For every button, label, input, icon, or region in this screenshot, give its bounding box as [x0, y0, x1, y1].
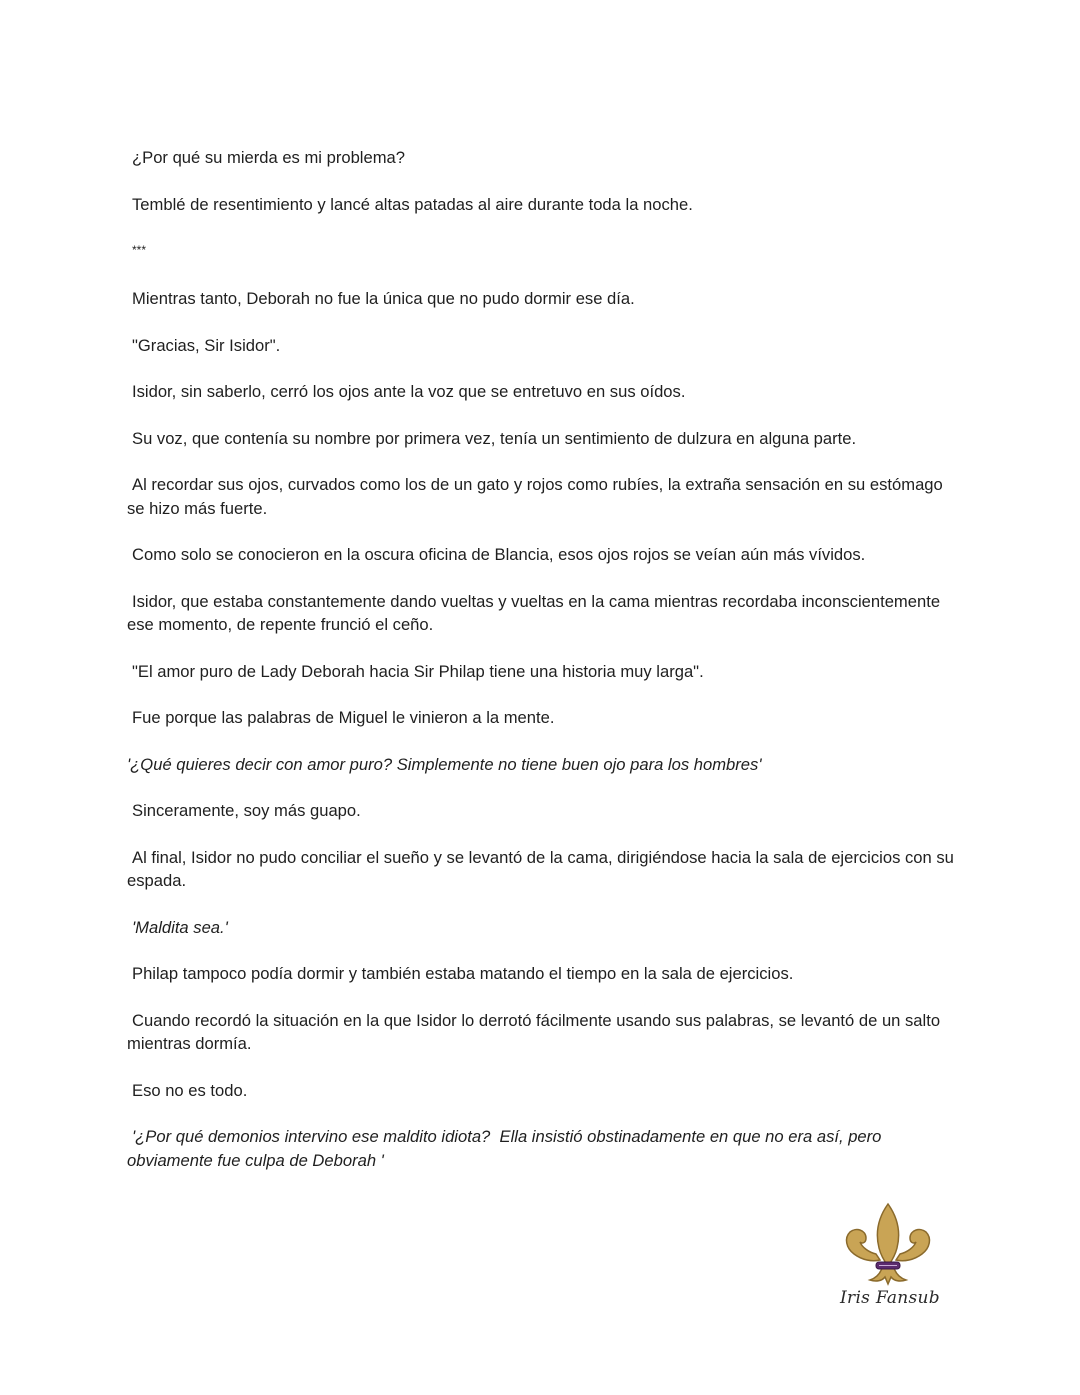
- paragraph: ¿Por qué su mierda es mi problema?: [132, 148, 405, 167]
- paragraph: Isidor, sin saberlo, cerró los ojos ante la voz que se entretuvo en sus oídos.: [132, 382, 686, 401]
- scene-break: ***: [132, 243, 147, 257]
- paragraph: Fue porque las palabras de Miguel le vinieron a la mente.: [132, 708, 555, 727]
- paragraph: "El amor puro de Lady Deborah hacia Sir Philap tiene una historia muy larga".: [132, 661, 704, 681]
- paragraph: "Gracias, Sir Isidor".: [132, 335, 281, 355]
- fleur-de-lis-icon: [838, 1202, 942, 1286]
- paragraph: Isidor, que estaba constantemente dando vueltas y vueltas en la cama mientras recordaba inconscientemente ese momento, de repente frunció el ceño.: [127, 591, 945, 634]
- document-body: [127, 146, 957, 1195]
- paragraph: Eso no es todo.: [132, 1080, 248, 1100]
- paragraph: Al final, Isidor no pudo conciliar el sueño y se levantó de la cama, dirigiéndose hacia la sala de ejercicios con su espada.: [127, 847, 959, 890]
- iris-fansub-logo: [838, 1202, 942, 1320]
- paragraph: Philap tampoco podía dormir y también estaba matando el tiempo en la sala de ejercicios.: [132, 964, 794, 983]
- paragraph: Cuando recordó la situación en la que Isidor lo derrotó fácilmente usando sus palabras, se levantó de un salto mientras dormía.: [127, 1010, 945, 1053]
- paragraph: Su voz, que contenía su nombre por primera vez, tenía un sentimiento de dulzura en alguna parte.: [132, 428, 857, 448]
- paragraph: Al recordar sus ojos, curvados como los de un gato y rojos como rubíes, la extraña sensación en su estómago se hizo más fuerte.: [127, 475, 948, 518]
- paragraph-thought: '¿Por qué demonios intervino ese maldito idiota? Ella insistió obstinadamente en que no era así, pero obviamente fue culpa de Deborah ': [127, 1127, 887, 1170]
- paragraph: Como solo se conocieron en la oscura oficina de Blancia, esos ojos rojos se veían aún más vívidos.: [132, 545, 866, 564]
- paragraph: Mientras tanto, Deborah no fue la única que no pudo dormir ese día.: [132, 289, 635, 308]
- logo-text: Iris Fansub: [840, 1288, 940, 1308]
- paragraph-thought: '¿Qué quieres decir con amor puro? Simplemente no tiene buen ojo para los hombres': [127, 754, 762, 774]
- paragraph: Temblé de resentimiento y lancé altas patadas al aire durante toda la noche.: [132, 194, 693, 214]
- paragraph-thought: 'Maldita sea.': [132, 917, 228, 937]
- paragraph: Sinceramente, soy más guapo.: [132, 801, 361, 820]
